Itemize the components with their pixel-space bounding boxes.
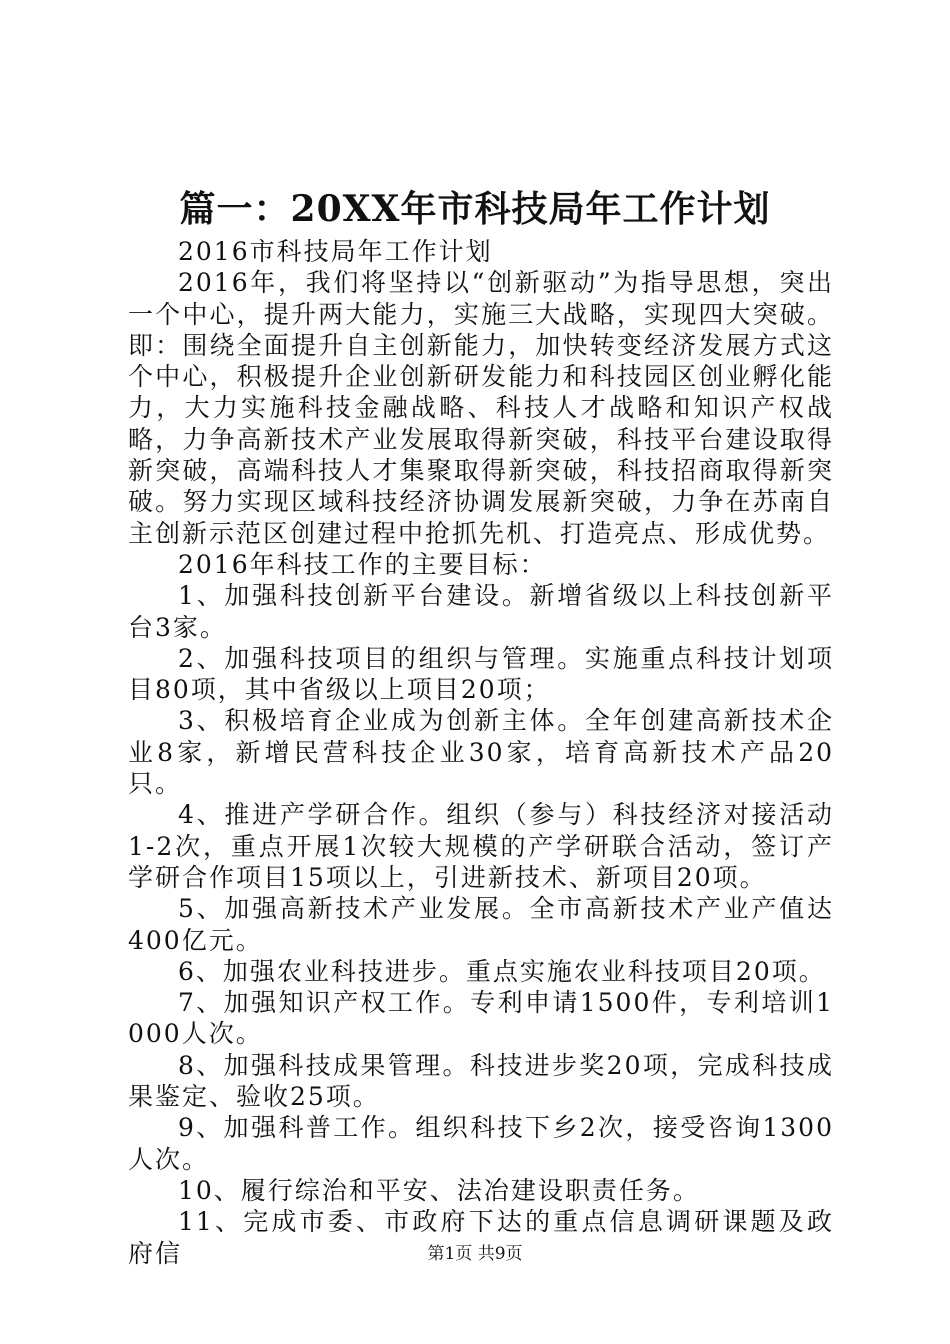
- goal-item-1: 1、加强科技创新平台建设。新增省级以上科技创新平台3家。: [128, 581, 834, 642]
- document-title: 篇一：20XX年市科技局年工作计划: [179, 188, 771, 230]
- goal-item-9: 9、加强科普工作。组织科技下乡2次，接受咨询1300人次。: [128, 1113, 834, 1174]
- goal-item-3: 3、积极培育企业成为创新主体。全年创建高新技术企业8家，新增民营科技企业30家，培育高新技术产品20只。: [128, 706, 834, 799]
- page-indicator: 第1页 共9页: [427, 1244, 523, 1264]
- paragraph-intro: 2016年，我们将坚持以“创新驱动”为指导思想，突出一个中心，提升两大能力，实施三大战略，实现四大突破。即：围绕全面提升自主创新能力，加快转变经济发展方式这个中心，积极提升企业创新研发能力和科技园区创业孵化能力，大力实施科技金融战略、科技人才战略和知识产权战略，力争高新技术产业发展取得新突破，科技平台建设取得新突破，高端科技人才集聚取得新突破，科技招商取得新突破。努力实现区域科技经济协调发展新突破，力争在苏南自主创新示范区创建过程中抢抓先机、打造亮点、形成优势。: [128, 268, 834, 548]
- goal-item-2: 2、加强科技项目的组织与管理。实施重点科技计划项目80项，其中省级以上项目20项；: [128, 643, 834, 705]
- goal-item-10: 10、履行综治和平安、法冶建设职责任务。: [178, 1175, 700, 1205]
- paragraph-heading: 2016市科技局年工作计划: [178, 237, 493, 266]
- goal-item-5: 5、加强高新技术产业发展。全市高新技术产业产值达400亿元。: [128, 894, 834, 955]
- goal-item-8: 8、加强科技成果管理。科技进步奖20项，完成科技成果鉴定、验收25项。: [128, 1050, 834, 1112]
- goal-item-7: 7、加强知识产权工作。专利申请1500件，专利培训1000人次。: [128, 988, 834, 1049]
- paragraph-goals-heading: 2016年科技工作的主要目标：: [178, 549, 547, 579]
- goal-item-11: 11、完成市委、市政府下达的重点信息调研课题及政府信: [128, 1207, 834, 1268]
- document-body: [128, 236, 834, 1269]
- goal-item-6: 6、加强农业科技进步。重点实施农业科技项目20项。: [178, 956, 826, 986]
- goal-item-4: 4、推进产学研合作。组织（参与）科技经济对接活动1-2次，重点开展1次较大规模的产学研联合活动，签订产学研合作项目15项以上，引进新技术、新项目20项。: [128, 800, 834, 892]
